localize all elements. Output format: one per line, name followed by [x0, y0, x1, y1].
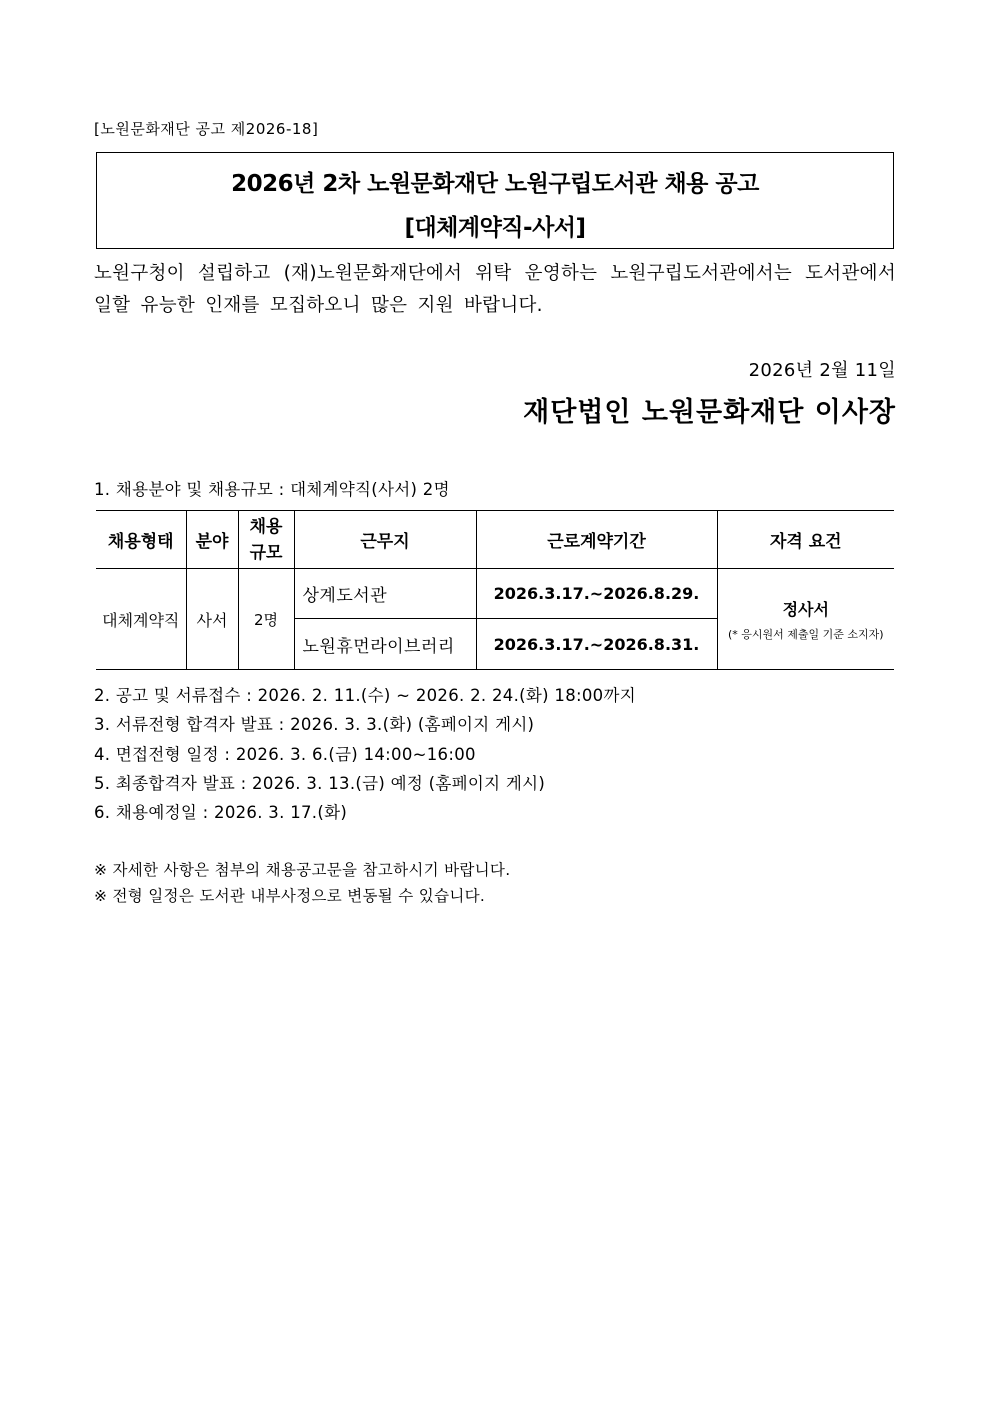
cell-period-1: 2026.3.17.~2026.8.29.: [476, 569, 717, 619]
cell-workplace-1: 상계도서관: [294, 569, 476, 619]
note-2: ※ 전형 일정은 도서관 내부사정으로 변동될 수 있습니다.: [94, 887, 486, 905]
header-period: 근로계약기간: [476, 511, 717, 569]
notice-date: 2026년 2월 11일: [748, 360, 896, 381]
page-title: 2026년 2차 노원문화재단 노원구립도서관 채용 공고: [231, 171, 759, 197]
header-qualification: 자격 요건: [717, 511, 894, 569]
cell-type: 대체계약직: [96, 569, 186, 670]
schedule-item-3: 3. 서류전형 합격자 발표 : 2026. 3. 3.(화) (홈페이지 게시): [94, 715, 535, 734]
table-row: [96, 569, 894, 619]
title-box: [96, 152, 894, 249]
notice-number: [노원문화재단 공고 제2026-18]: [94, 120, 319, 138]
header-scale-line1: 채용: [249, 516, 283, 537]
qualification-note: (* 응시원서 제출일 기준 소지자): [727, 627, 884, 641]
cell-field: 사서: [186, 569, 238, 670]
table-header-row: [96, 511, 894, 569]
header-field: 분야: [186, 511, 238, 569]
schedule-item-5: 5. 최종합격자 발표 : 2026. 3. 13.(금) 예정 (홈페이지 게시): [94, 774, 546, 793]
header-scale-line2: 규모: [249, 542, 283, 563]
schedule-item-2: 2. 공고 및 서류접수 : 2026. 2. 11.(수) ~ 2026. 2. 24.(화) 18:00까지: [94, 686, 636, 705]
header-workplace: 근무지: [294, 511, 476, 569]
organization-name: 재단법인 노원문화재단 이사장: [523, 397, 896, 428]
schedule-item-6: 6. 채용예정일 : 2026. 3. 17.(화): [94, 803, 348, 822]
note-1: ※ 자세한 사항은 첨부의 채용공고문을 참고하시기 바랍니다.: [94, 861, 511, 879]
recruitment-table: [96, 510, 894, 670]
section-1-heading: 1. 채용분야 및 채용규모 : 대체계약직(사서) 2명: [94, 480, 450, 499]
qualification-main: 정사서: [782, 599, 829, 619]
header-scale: [238, 511, 294, 569]
intro-paragraph: 노원구청이 설립하고 (재)노원문화재단에서 위탁 운영하는 노원구립도서관에서는 도서관에서 일할 유능한 인재를 모집하오니 많은 지원 바랍니다.: [94, 263, 896, 316]
schedule-item-4: 4. 면접전형 일정 : 2026. 3. 6.(금) 14:00~16:00: [94, 745, 476, 764]
cell-period-2: 2026.3.17.~2026.8.31.: [476, 619, 717, 670]
cell-workplace-2: 노원휴먼라이브러리: [294, 619, 476, 670]
page-subtitle: [대체계약직-사서]: [404, 215, 586, 241]
header-type: 채용형태: [96, 511, 186, 569]
cell-scale: 2명: [238, 569, 294, 670]
cell-qualification: [717, 569, 894, 670]
